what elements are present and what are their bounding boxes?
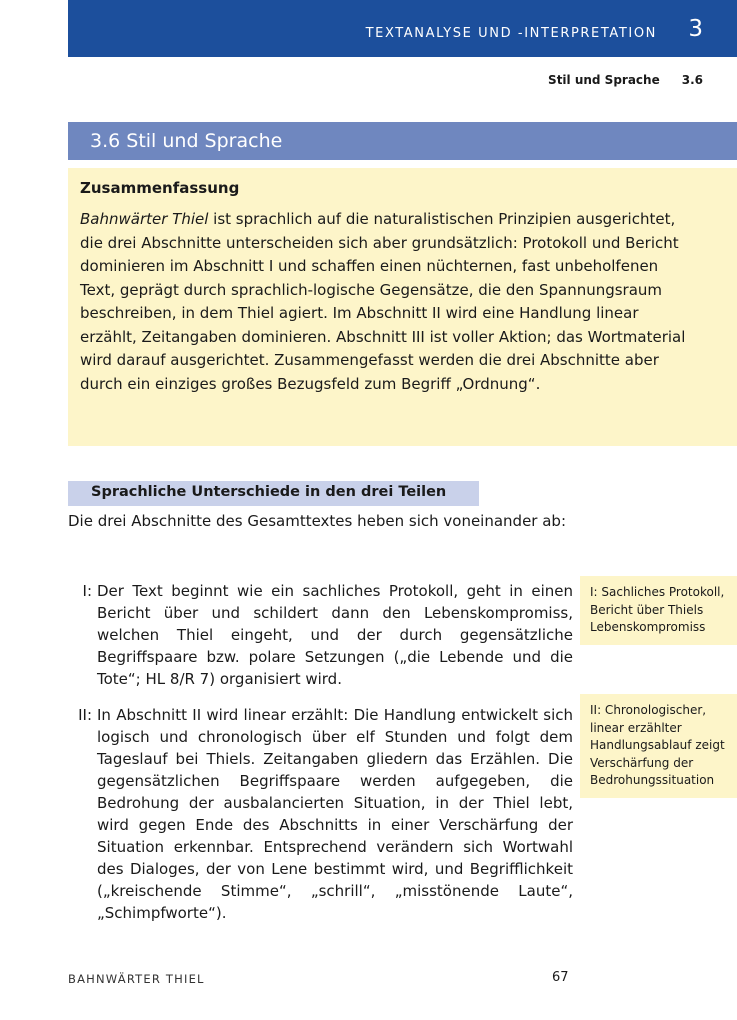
work-title: Bahnwärter Thiel [80,210,209,228]
running-section-label: Stil und Sprache [548,73,660,87]
section-title-bar [68,122,737,160]
subsection-title: Sprachliche Unterschiede in den drei Teilen [91,484,447,500]
chapter-title: TEXTANALYSE UND -INTERPRETATION [365,26,657,41]
subsection-heading [68,481,479,506]
running-section-header [548,73,703,87]
summary-box [68,168,737,446]
chapter-header-bar [68,0,737,57]
section-title: 3.6 Stil und Sprache [90,130,283,152]
margin-note [580,576,737,645]
chapter-number: 3 [688,16,703,42]
summary-heading: Zusammenfassung [80,179,240,197]
list-item [68,580,573,690]
margin-note-text: II: Chronologischer, linear erzählter Handlungsablauf zeigt Verschärfung der Bedrohungssituation [590,703,725,787]
running-section-number: 3.6 [681,73,703,87]
list-item-text: Der Text beginnt wie ein sachliches Protokoll, geht in einen Bericht über und schildert dann den Lebenskompromiss, welchen Thiel eingeht, und der durch gegensätzliche Begriffspaare bzw. polare Setzungen („die Lebende und die Tote“; HL 8/R 7) organisiert wird. [97,582,573,688]
list-item [68,704,573,924]
summary-text: ist sprachlich auf die naturalistischen Prinzipien ausgerichtet, die drei Abschnitte unterscheiden sich aber grundsätzlich: Protokoll und Bericht dominieren im Abschnitt I und schaffen einen nüchternen, fast unbeholfenen Text, geprägt durch sprachlich-logische Gegensätze, die den Spannungsraum beschreiben, in dem Thiel agiert. Im Abschnitt II wird eine Handlung linear erzählt, Zeitangaben dominieren. Abschnitt III ist voller Aktion; das Wortmaterial wird darauf ausgerichtet. Zusammengefasst werden die drei Abschnitte aber durch ein einziges großes Bezugsfeld zum Begriff „Ordnung“. [80,210,686,393]
margin-note [580,694,737,798]
footer-page-number: 67 [552,970,569,985]
intro-paragraph: Die drei Abschnitte des Gesamttextes heben sich voneinander ab: [68,512,567,530]
list-item-text: In Abschnitt II wird linear erzählt: Die Handlung entwickelt sich logisch und chronologisch über elf Stunden und folgt dem Tageslauf bei Thiels. Zeitangaben gliedern das Erzählen. Die gegensätzlichen Begriffspaare werden aufgegeben, die Bedrohung der ausbalancierten Situation, in der Thiel lebt, wird gegen Ende des Abschnitts in einer Verschärfung der Situation erkennbar. Entsprechend verändern sich Wortwahl des Dialoges, der von Lene bestimmt wird, und Begrifflichkeit („kreischende Stimme“, „schrill“, „misstönende Laute“, „Schimpfworte“). [97,706,573,922]
summary-body [80,208,690,396]
margin-note-text: I: Sachliches Protokoll, Bericht über Thiels Lebenskompromiss [590,585,725,634]
list-item-marker: II: [78,706,92,724]
footer-book-title: BAHNWÄRTER THIEL [68,972,205,986]
list-item-marker: I: [82,582,92,600]
